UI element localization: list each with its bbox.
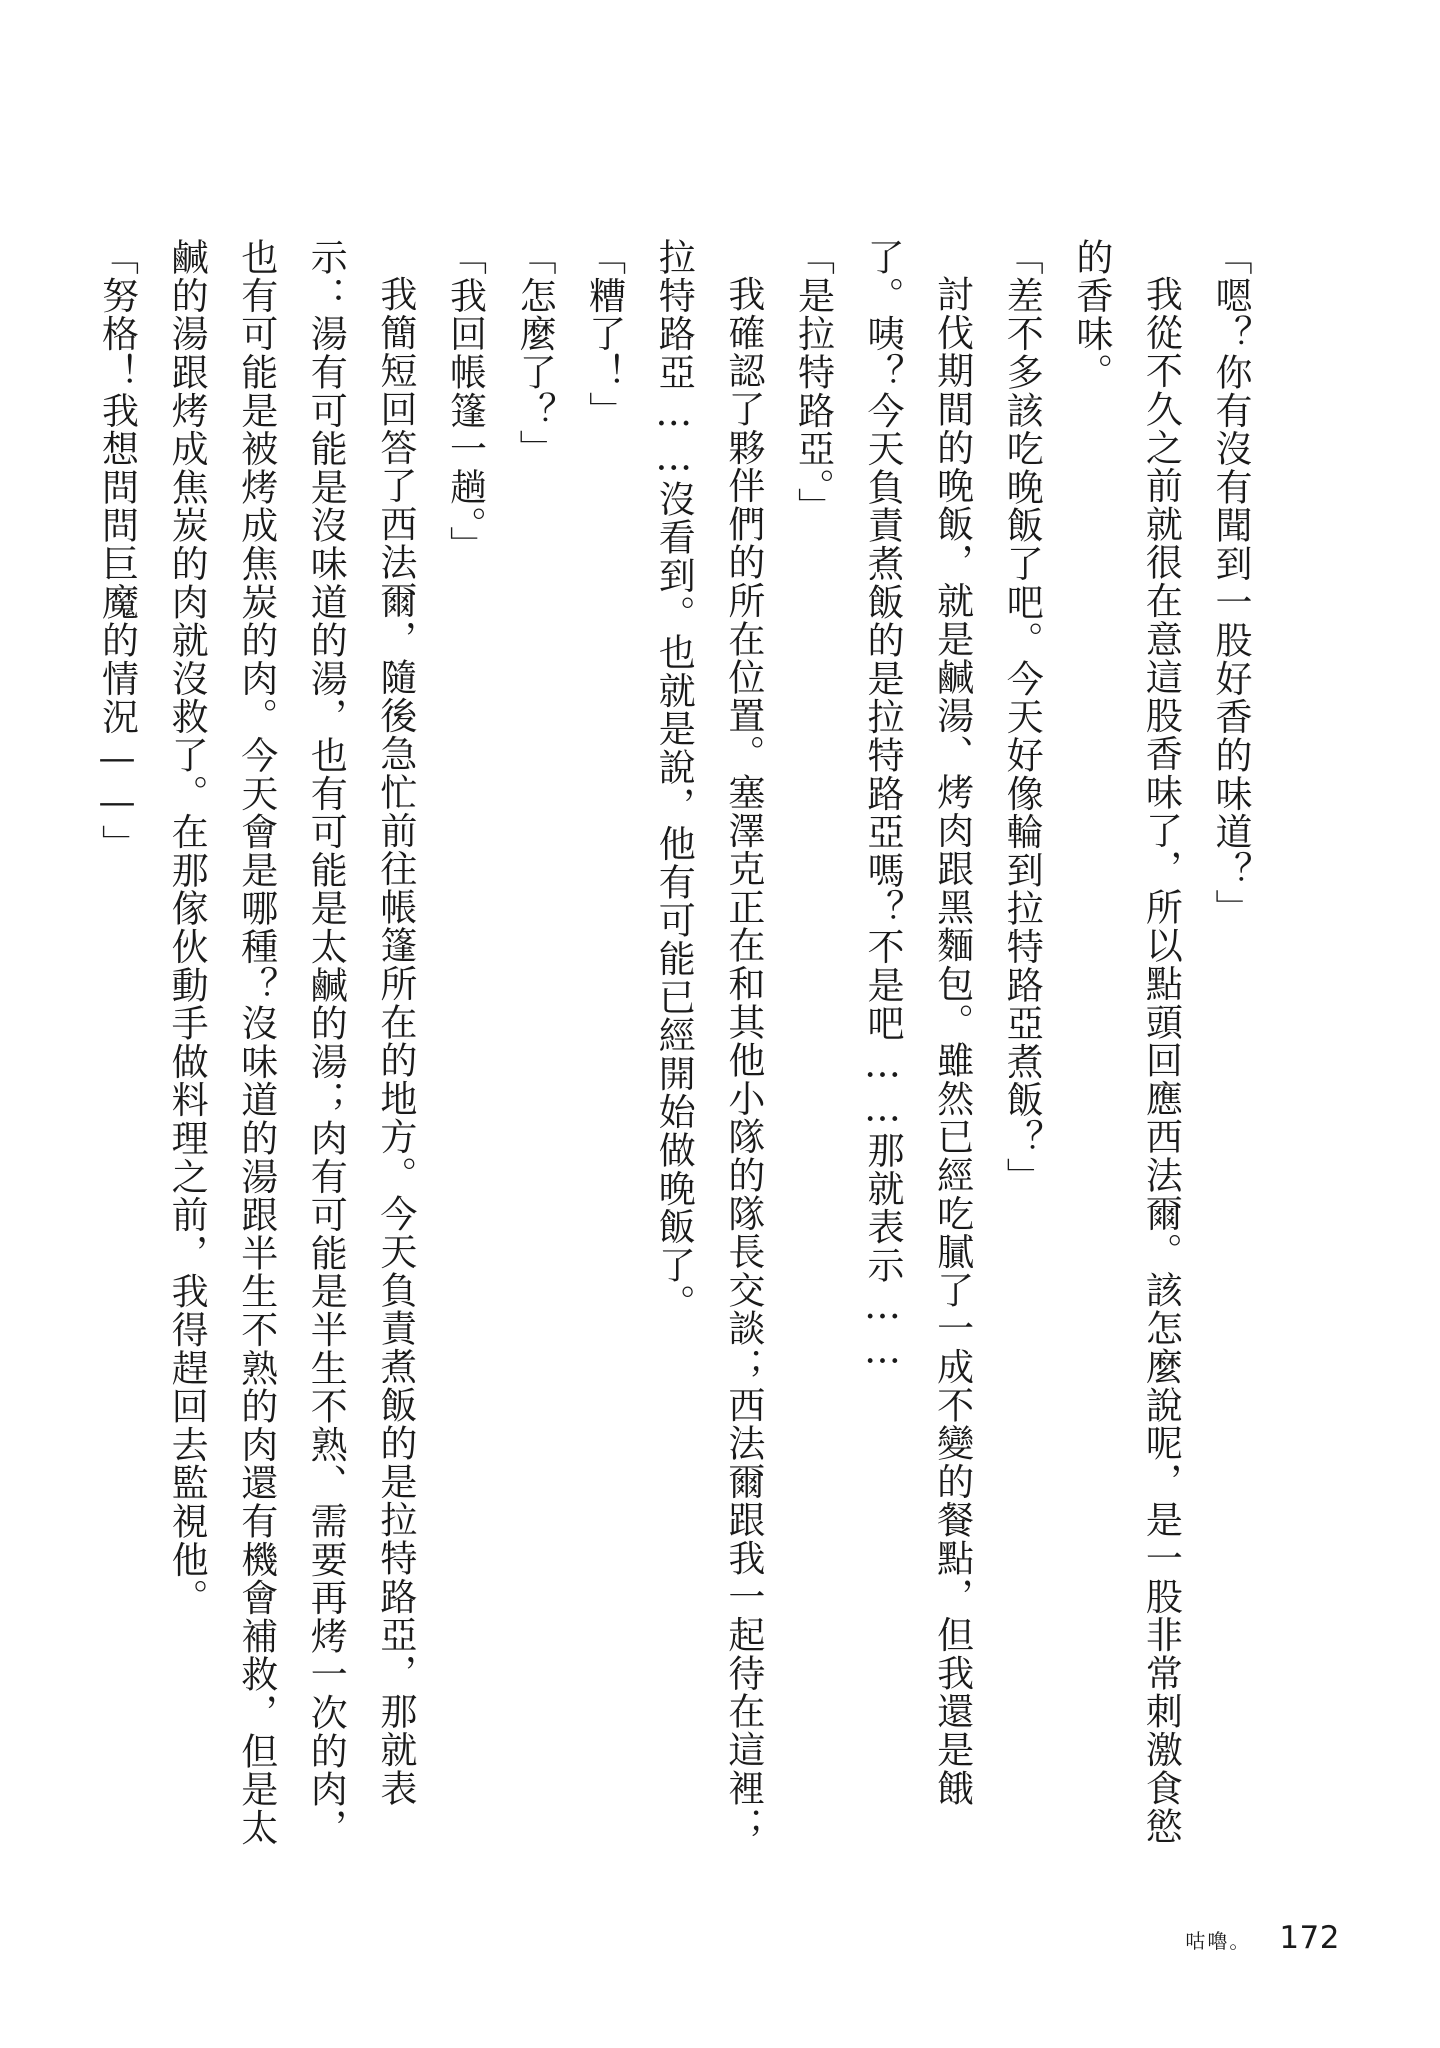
paragraph-11: 「努格！我想問問巨魔的情況——」 [95, 238, 139, 863]
paragraph-1: 「嗯？你有沒有聞到一股好香的味道？」 [1209, 238, 1252, 928]
paragraph-5: 「是拉特路亞。」 [791, 238, 835, 526]
paragraph-6: 我確認了夥伴們的所在位置。塞澤克正在和其他小隊的隊長交談；西法爾跟我一起待在這裡；拉特路亞……沒看到。也就是說，他有可能已經開始做晚飯了。 [652, 238, 765, 1846]
vertical-text-body [95, 238, 1265, 1878]
paragraph-7: 「糟了！」 [582, 238, 626, 430]
page-number: 172 [1279, 1920, 1340, 1956]
paragraph-4: 討伐期間的晚飯，就是鹹湯、烤肉跟黑麵包。雖然已經吃膩了一成不變的餐點，但我還是餓了。咦？今天負責煮飯的是拉特路亞嗎？不是吧……那就表示…… [861, 238, 974, 1807]
paragraph-2: 我從不久之前就很在意這股香味了，所以點頭回應西法爾。該怎麼說呢，是一股非常刺激食慾的香味。 [1069, 238, 1183, 1846]
paragraph-10: 我簡短回答了西法爾，隨後急忙前往帳篷所在的地方。今天負責煮飯的是拉特路亞，那就表示：湯有可能是沒味道的湯，也有可能是太鹹的湯；肉有可能是半生不熟、需要再烤一次的肉，也有可能是被烤成焦炭的肉。今天會是哪種？沒味道的湯跟半生不熟的肉還有機會補救，但是太鹹的湯跟烤成焦炭的肉就沒救了。在那傢伙動手做料理之前，我得趕回去監視他。 [165, 238, 417, 1847]
page-footer [1040, 1920, 1340, 1970]
paragraph-3: 「差不多該吃晚飯了吧。今天好像輪到拉特路亞煮飯？」 [1000, 238, 1044, 1196]
paragraph-9: 「我回帳篷一趟。」 [443, 238, 487, 565]
paragraph-8: 「怎麼了？」 [513, 238, 557, 468]
running-title: 咕嚕。 [1185, 1929, 1252, 1953]
